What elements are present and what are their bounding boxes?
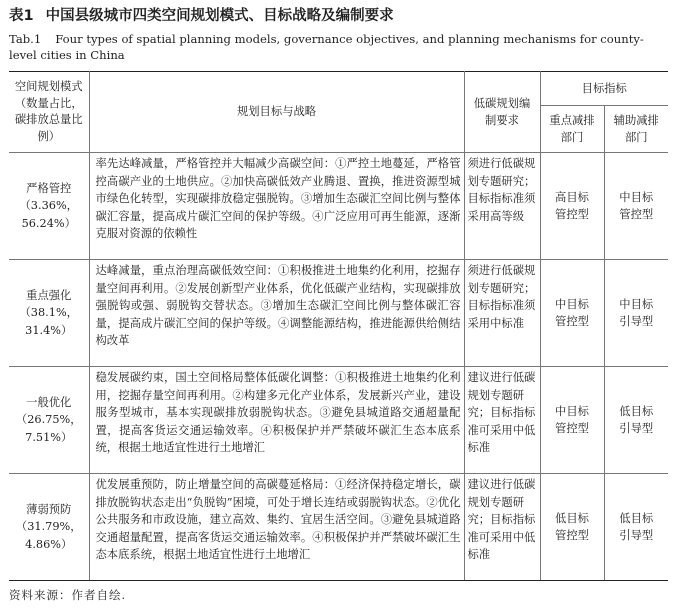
mode-cell [9, 260, 89, 367]
header-requirement: 低碳规划编制要求 [464, 72, 540, 153]
aux-sector-cell: 中目标引导型 [604, 260, 668, 367]
table-number: 表1 [9, 8, 34, 24]
table-row [9, 153, 668, 260]
strategy-cell: 稳发展碳约束，国土空间格局整体低碳化调整：①积极推进土地集约化利用，挖掘存量空间再利用。②构建多元化产业体系，发展新兴产业，建设服务型城市，基本实现碳排放弱脱钩状态。③避免县城道路交通超量配置，提高客货运交通运输效率。④积极保护并严禁破坏碳汇生态本底系统，根据土地适宜性进行土地增汇 [89, 367, 464, 474]
header-aux-sector: 辅助减排部门 [604, 106, 668, 153]
mode-name: 一般优化 [26, 395, 72, 409]
aux-sector-cell: 低目标引导型 [604, 367, 668, 474]
table-title-en-text: Four types of spatial planning models, governance objectives, and planning mechanisms for county-level cities in China [9, 32, 644, 62]
table-row [9, 367, 668, 474]
mode-cell [9, 153, 89, 260]
strategy-cell: 率先达峰减量，严格管控并大幅减少高碳空间：①严控土地蔓延，严格管控高碳产业的土地供应。②加快高碳低效产业腾退、置换，推进资源型城市绿色化转型，实现碳排放稳定强脱钩。③增加生态碳汇空间比例与整体碳汇容量，提高成片碳汇空间的保护等级。④广泛应用可再生能源，逐渐克服对资源的依赖性 [89, 153, 464, 260]
mode-share: （31.79%， [15, 520, 82, 534]
mode-ratio: 7.51%） [25, 430, 73, 444]
aux-sector-cell: 中目标管控型 [604, 153, 668, 260]
table-row [9, 260, 668, 367]
header-strategy: 规划目标与战略 [89, 72, 464, 153]
header-target-indicators: 目标指标 [540, 72, 668, 106]
mode-ratio: 56.24%） [21, 216, 76, 230]
requirement-cell: 建议进行低碳规划专题研究；目标指标准可采用中低标准 [464, 367, 540, 474]
requirement-cell: 须进行低碳规划专题研究；目标指标准须采用高等级 [464, 153, 540, 260]
mode-cell [9, 367, 89, 474]
mode-ratio: 31.4%） [25, 323, 73, 337]
mode-share: （26.75%， [15, 413, 82, 427]
header-key-sector: 重点减排部门 [540, 106, 604, 153]
mode-name: 重点强化 [26, 288, 72, 302]
table-row [9, 474, 668, 581]
table-title-en [9, 31, 671, 63]
source-note: 资料来源：作者自绘. [9, 588, 127, 602]
key-sector-cell: 高目标管控型 [540, 153, 604, 260]
mode-cell [9, 474, 89, 581]
strategy-cell: 达峰减量，重点治理高碳低效空间：①积极推进土地集约化利用，挖掘存量空间再利用。②发展创新型产业体系，优化低碳产业结构，实现碳排放强脱钩或强、弱脱钩交替状态。③增加生态碳汇空间比例与整体碳汇容量，提高成片碳汇空间的保护等级。④调整能源结构，推进能源供给侧结构改革 [89, 260, 464, 367]
planning-table [9, 71, 668, 581]
mode-share: （3.36%， [19, 199, 78, 213]
key-sector-cell: 低目标管控型 [540, 474, 604, 581]
table-title-text: 中国县级城市四类空间规划模式、目标战略及编制要求 [45, 8, 394, 24]
mode-ratio: 4.86%） [25, 537, 73, 551]
mode-share: （38.1%， [19, 306, 78, 320]
table-number-en: Tab.1 [9, 32, 42, 46]
mode-name: 严格管控 [26, 181, 72, 195]
key-sector-cell: 中目标管控型 [540, 367, 604, 474]
key-sector-cell: 中目标管控型 [540, 260, 604, 367]
requirement-cell: 须进行低碳规划专题研究；目标指标准须采用中标准 [464, 260, 540, 367]
strategy-cell: 优发展重预防，防止增量空间的高碳蔓延格局：①经济保持稳定增长，碳排放脱钩状态走出“负脱钩”困境，可处于增长连结或弱脱钩状态。②优化公共服务和市政设施，建立高效、集约、宜居生活空间。③避免县城道路交通超量配置，提高客货运交通运输效率。④积极保护并严禁破坏碳汇生态本底系统，根据土地适宜性进行土地增汇 [89, 474, 464, 581]
mode-name: 薄弱预防 [26, 502, 72, 516]
table-title [9, 6, 669, 26]
requirement-cell: 建议进行低碳规划专题研究；目标指标准可采用中低标准 [464, 474, 540, 581]
aux-sector-cell: 低目标引导型 [604, 474, 668, 581]
header-mode: 空间规划模式（数量占比，碳排放总量比例） [9, 72, 89, 153]
